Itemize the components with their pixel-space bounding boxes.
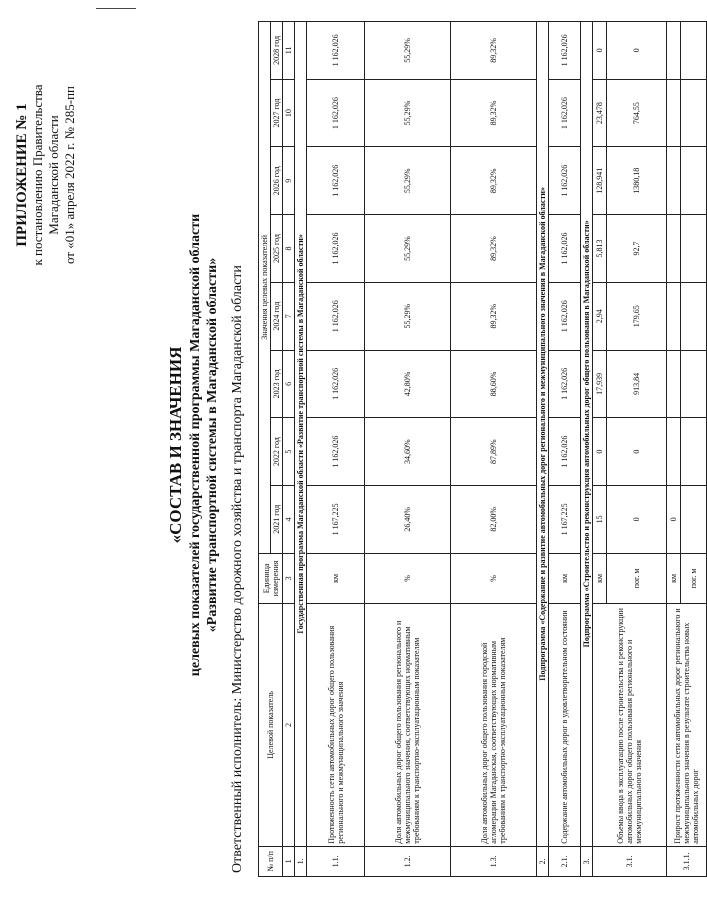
- value-cell: 0: [607, 22, 667, 80]
- unit-cell: км: [667, 553, 681, 604]
- row-number: 1.: [295, 846, 307, 876]
- value-cell: 42,80%: [365, 350, 451, 418]
- value-cell: 1 162,026: [307, 22, 365, 80]
- col-number: 4: [283, 485, 295, 553]
- responsible-executor: Ответственный исполнитель: Министерство дорожного хозяйства и транспорта Магаданской области: [230, 265, 245, 873]
- value-cell: 26,40%: [365, 485, 451, 553]
- section-title: Подпрограмма «Содержание и развитие автомобильных дорог регионального и межмуниципального значения в Магаданской области»: [537, 22, 549, 847]
- annex-block: [14, 55, 78, 295]
- unit-cell: км: [307, 553, 365, 604]
- value-cell: 179,65: [607, 282, 667, 350]
- indicator-name: Протяженность сети автомобильных дорог общего пользования регионального и межмуниципального значения: [307, 604, 365, 847]
- header-year: 2022 год: [271, 418, 283, 486]
- row-number: 1.3.: [451, 846, 537, 876]
- value-cell: [681, 22, 707, 80]
- header-year: 2024 год: [271, 282, 283, 350]
- value-cell: 87,89%: [451, 418, 537, 486]
- value-cell: 0: [607, 485, 667, 553]
- value-cell: [667, 350, 681, 418]
- value-cell: 1 167,225: [307, 485, 365, 553]
- value-cell: 0: [593, 22, 607, 80]
- value-cell: [667, 282, 681, 350]
- row-number: 3.1.: [593, 846, 667, 876]
- header-indicator: Целевой показатель: [259, 604, 283, 847]
- unit-cell: пог. м: [681, 553, 707, 604]
- indicator-name: Доля автомобильных дорог общего пользования регионального и межмуниципального значения, соответствующих нормативным требованиям к транспортно-эксплуатационным показателям: [365, 604, 451, 847]
- value-cell: 1 162,026: [549, 282, 581, 350]
- header-year: 2023 год: [271, 350, 283, 418]
- heading-title: «СОСТАВ И ЗНАЧЕНИЯ: [166, 346, 185, 544]
- header-num: № п/п: [259, 846, 283, 876]
- section-row: [537, 22, 549, 877]
- section-title: Подпрограмма «Строительство и реконструкция автомобильных дорог общего пользования в Магаданской области»: [581, 22, 593, 847]
- value-cell: 89,32%: [451, 79, 537, 147]
- row-number: 3.: [581, 846, 593, 876]
- value-cell: 764,55: [607, 79, 667, 147]
- table-row: [667, 22, 681, 877]
- section-row: [581, 22, 593, 877]
- value-cell: 1 162,026: [307, 282, 365, 350]
- col-number: 8: [283, 215, 295, 283]
- col-number: 10: [283, 79, 295, 147]
- table-row: [307, 22, 365, 877]
- header-unit: Единица измерения: [259, 553, 283, 604]
- col-number: 1: [283, 846, 295, 876]
- value-cell: 1 162,026: [549, 22, 581, 80]
- table-row: [451, 22, 537, 877]
- section-title: Государственная программа Магаданской области «Развитие транспортной системы в Магаданской области»: [295, 22, 307, 847]
- table-row: [365, 22, 451, 877]
- indicator-name: Содержание автомобильных дорог в удовлетворительном состоянии: [549, 604, 581, 847]
- col-number: 7: [283, 282, 295, 350]
- value-cell: 1 162,026: [307, 215, 365, 283]
- header-year: 2021 год: [271, 485, 283, 553]
- row-number: 2.1.: [549, 846, 581, 876]
- value-cell: 82,00%: [451, 485, 537, 553]
- value-cell: [681, 147, 707, 215]
- value-cell: [667, 418, 681, 486]
- indicator-name: Объемы ввода в эксплуатацию после строительства и реконструкции автомобильных дорог общего пользования регионального и межмуниципального значения: [593, 604, 667, 847]
- table-row: [549, 22, 581, 877]
- value-cell: 1 162,026: [307, 79, 365, 147]
- value-cell: [681, 79, 707, 147]
- col-number: 9: [283, 147, 295, 215]
- value-cell: 0: [593, 418, 607, 486]
- col-number: 11: [283, 22, 295, 80]
- row-number: 1.2.: [365, 846, 451, 876]
- unit-cell: км: [549, 553, 581, 604]
- col-number: 6: [283, 350, 295, 418]
- col-number: 2: [283, 604, 295, 847]
- unit-cell: км: [593, 553, 607, 604]
- value-cell: 1 162,026: [307, 418, 365, 486]
- value-cell: 15: [593, 485, 607, 553]
- value-cell: 1 162,026: [549, 350, 581, 418]
- value-cell: [681, 215, 707, 283]
- value-cell: 88,60%: [451, 350, 537, 418]
- value-cell: 128,941: [593, 147, 607, 215]
- value-cell: [681, 282, 707, 350]
- value-cell: 1 162,026: [307, 350, 365, 418]
- value-cell: 1 162,026: [549, 79, 581, 147]
- row-number: 3.1.1.: [667, 846, 707, 876]
- unit-cell: %: [365, 553, 451, 604]
- annex-line-2: Магаданской области: [46, 115, 61, 235]
- value-cell: 89,32%: [451, 215, 537, 283]
- unit-cell: %: [451, 553, 537, 604]
- section-row: [295, 22, 307, 877]
- column-number-row: [283, 22, 295, 877]
- value-cell: [667, 215, 681, 283]
- header-year: 2026 год: [271, 147, 283, 215]
- value-cell: 1380,18: [607, 147, 667, 215]
- value-cell: 0: [607, 418, 667, 486]
- value-cell: 2,94: [593, 282, 607, 350]
- value-cell: [667, 147, 681, 215]
- header-values-group: Значения целевых показателей: [259, 22, 271, 554]
- annex-title: ПРИЛОЖЕНИЕ № 1: [14, 103, 30, 247]
- row-number: 1.1.: [307, 846, 365, 876]
- value-cell: 55,29%: [365, 22, 451, 80]
- heading-line-2: целевых показателей государственной программы Магаданской области: [188, 213, 203, 677]
- value-cell: 89,32%: [451, 147, 537, 215]
- value-cell: 1 167,225: [549, 485, 581, 553]
- unit-cell: пог. м: [607, 553, 667, 604]
- value-cell: 5,813: [593, 215, 607, 283]
- value-cell: 55,29%: [365, 215, 451, 283]
- value-cell: [681, 485, 707, 553]
- value-cell: 1 162,026: [549, 215, 581, 283]
- col-number: 5: [283, 418, 295, 486]
- col-number: 3: [283, 553, 295, 604]
- value-cell: 23,478: [593, 79, 607, 147]
- value-cell: 0: [667, 485, 681, 553]
- value-cell: 92,7: [607, 215, 667, 283]
- header-year: 2028 год: [271, 22, 283, 80]
- value-cell: 89,32%: [451, 22, 537, 80]
- heading-line-3: «Развитие транспортной системы в Магаданской области»: [205, 257, 220, 633]
- indicators-table: [258, 21, 707, 877]
- value-cell: 89,32%: [451, 282, 537, 350]
- value-cell: 1 162,026: [549, 147, 581, 215]
- value-cell: 17,939: [593, 350, 607, 418]
- header-year: 2025 год: [271, 215, 283, 283]
- value-cell: 913,84: [607, 350, 667, 418]
- indicator-name: Доля автомобильных дорог общего пользования городской агломерации Магаданская, соответствующих нормативным требованиям к транспортно-эксплуатационным показателям: [451, 604, 537, 847]
- table-row: [593, 22, 607, 877]
- row-number: 2.: [537, 846, 549, 876]
- value-cell: 1 162,026: [307, 147, 365, 215]
- value-cell: 55,29%: [365, 282, 451, 350]
- value-cell: 55,29%: [365, 79, 451, 147]
- value-cell: [681, 418, 707, 486]
- value-cell: [667, 79, 681, 147]
- annex-line-1: к постановлению Правительства: [30, 84, 45, 266]
- value-cell: 1 162,026: [549, 418, 581, 486]
- value-cell: [681, 350, 707, 418]
- indicator-name: Прирост протяженности сети автомобильных дорог регионального и межмуниципального значения в результате строительства новых автомобильных дорог: [667, 604, 707, 847]
- document-heading: [165, 65, 221, 825]
- header-year: 2027 год: [271, 79, 283, 147]
- value-cell: 55,29%: [365, 147, 451, 215]
- value-cell: 34,60%: [365, 418, 451, 486]
- annex-line-3: от «01» апреля 2022 г. № 285-пп: [62, 85, 77, 265]
- value-cell: [667, 22, 681, 80]
